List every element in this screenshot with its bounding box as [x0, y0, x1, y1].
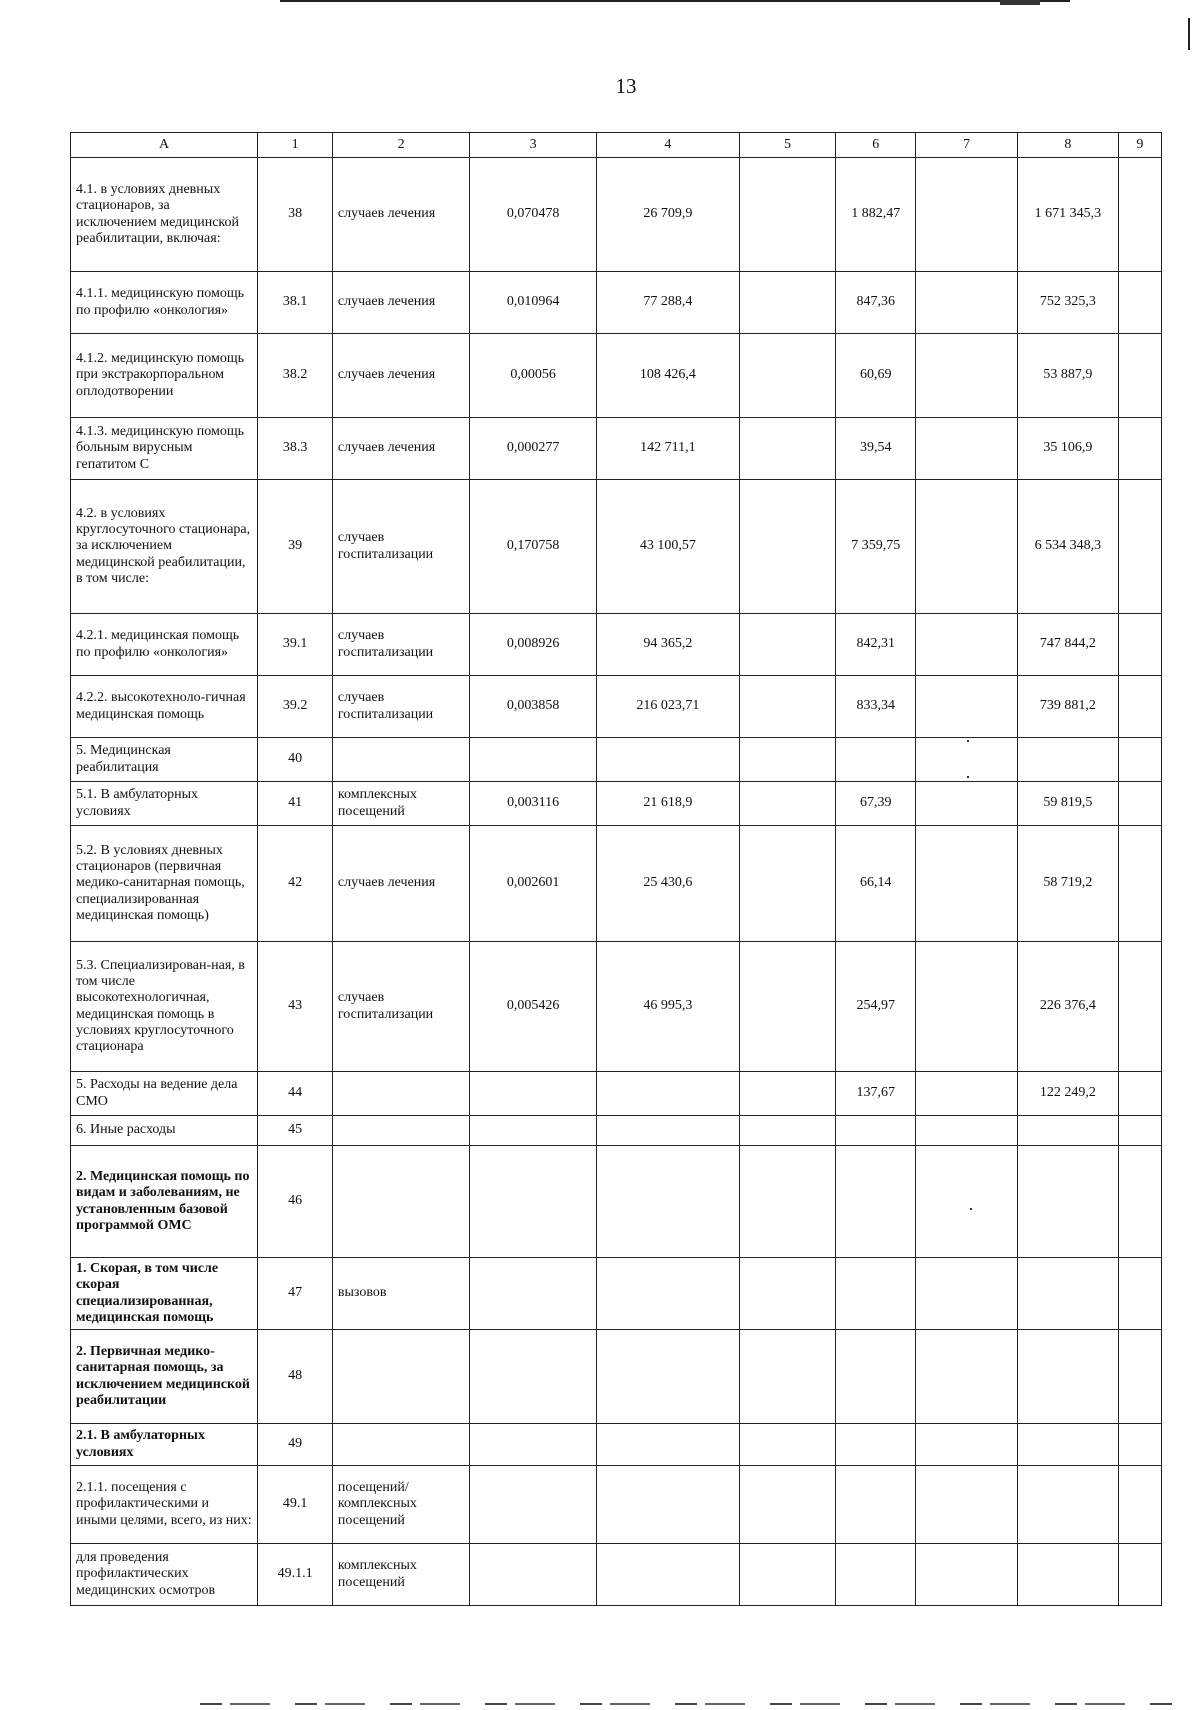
- col8-cell: [1017, 738, 1118, 782]
- col7-cell: [916, 1116, 1018, 1146]
- header-cell-6: 6: [836, 133, 916, 158]
- col7-cell: [916, 1424, 1018, 1466]
- col7-cell: [916, 272, 1018, 334]
- col4-cell: 108 426,4: [596, 334, 739, 418]
- col6-cell: 1 882,47: [836, 158, 916, 272]
- indicator-name-cell: 4.1. в условиях дневных стационаров, за исключением медицинской реабилитации, включая:: [71, 158, 258, 272]
- col4-cell: [596, 738, 739, 782]
- unit-cell: случаев госпитализации: [332, 614, 469, 676]
- col3-cell: 0,003116: [470, 782, 597, 826]
- row-code-cell: 38.3: [258, 418, 333, 480]
- col5-cell: [739, 738, 835, 782]
- row-code-cell: 45: [258, 1116, 333, 1146]
- table-row: [71, 614, 1162, 676]
- col3-cell: [470, 1258, 597, 1330]
- col4-cell: 43 100,57: [596, 480, 739, 614]
- row-code-cell: 49.1: [258, 1466, 333, 1544]
- row-code-cell: 42: [258, 826, 333, 942]
- table-row: [71, 418, 1162, 480]
- col6-cell: 137,67: [836, 1072, 916, 1116]
- scan-edge-top: [280, 0, 1070, 2]
- header-cell-7: 7: [916, 133, 1018, 158]
- row-code-cell: 38: [258, 158, 333, 272]
- col8-cell: 747 844,2: [1017, 614, 1118, 676]
- table-row: [71, 1544, 1162, 1606]
- col6-cell: [836, 1116, 916, 1146]
- header-cell-3: 3: [470, 133, 597, 158]
- col6-cell: [836, 738, 916, 782]
- col4-cell: 142 711,1: [596, 418, 739, 480]
- scan-speck: [970, 1208, 972, 1210]
- col9-cell: [1118, 1466, 1161, 1544]
- col5-cell: [739, 942, 835, 1072]
- col8-cell: 35 106,9: [1017, 418, 1118, 480]
- indicator-name-cell: 4.1.3. медицинскую помощь больным вирусным гепатитом С: [71, 418, 258, 480]
- col9-cell: [1118, 1330, 1161, 1424]
- row-code-cell: 41: [258, 782, 333, 826]
- table-row: [71, 1116, 1162, 1146]
- unit-cell: случаев лечения: [332, 418, 469, 480]
- col7-cell: [916, 676, 1018, 738]
- col4-cell: [596, 1544, 739, 1606]
- row-code-cell: 40: [258, 738, 333, 782]
- col5-cell: [739, 272, 835, 334]
- col5-cell: [739, 1258, 835, 1330]
- col9-cell: [1118, 480, 1161, 614]
- col4-cell: [596, 1116, 739, 1146]
- row-code-cell: 39.1: [258, 614, 333, 676]
- col6-cell: 60,69: [836, 334, 916, 418]
- col5-cell: [739, 158, 835, 272]
- col8-cell: 752 325,3: [1017, 272, 1118, 334]
- col3-cell: 0,002601: [470, 826, 597, 942]
- unit-cell: случаев госпитализации: [332, 676, 469, 738]
- col8-cell: 53 887,9: [1017, 334, 1118, 418]
- col3-cell: 0,008926: [470, 614, 597, 676]
- col7-cell: [916, 738, 1018, 782]
- table-row: [71, 1072, 1162, 1116]
- col8-cell: 58 719,2: [1017, 826, 1118, 942]
- indicator-name-cell: 5. Медицинская реабилитация: [71, 738, 258, 782]
- col6-cell: [836, 1544, 916, 1606]
- scan-edge-right: [1188, 18, 1190, 50]
- table-row: [71, 782, 1162, 826]
- col9-cell: [1118, 1424, 1161, 1466]
- col7-cell: [916, 614, 1018, 676]
- unit-cell: [332, 738, 469, 782]
- col6-cell: [836, 1258, 916, 1330]
- header-cell-9: 9: [1118, 133, 1161, 158]
- col5-cell: [739, 480, 835, 614]
- col9-cell: [1118, 418, 1161, 480]
- indicator-name-cell: 2. Первичная медико-санитарная помощь, за исключением медицинской реабилитации: [71, 1330, 258, 1424]
- col9-cell: [1118, 272, 1161, 334]
- col5-cell: [739, 418, 835, 480]
- col6-cell: [836, 1424, 916, 1466]
- col9-cell: [1118, 942, 1161, 1072]
- col8-cell: 122 249,2: [1017, 1072, 1118, 1116]
- col9-cell: [1118, 1116, 1161, 1146]
- col4-cell: 77 288,4: [596, 272, 739, 334]
- col6-cell: 67,39: [836, 782, 916, 826]
- header-row: [71, 133, 1162, 158]
- row-code-cell: 44: [258, 1072, 333, 1116]
- row-code-cell: 47: [258, 1258, 333, 1330]
- col9-cell: [1118, 1544, 1161, 1606]
- col3-cell: 0,170758: [470, 480, 597, 614]
- col7-cell: [916, 782, 1018, 826]
- col4-cell: [596, 1466, 739, 1544]
- row-code-cell: 38.2: [258, 334, 333, 418]
- scan-edge-bottom: [200, 1703, 1180, 1705]
- indicator-name-cell: 2.1.1. посещения с профилактическими и иными целями, всего, из них:: [71, 1466, 258, 1544]
- unit-cell: случаев госпитализации: [332, 480, 469, 614]
- col9-cell: [1118, 782, 1161, 826]
- col4-cell: 216 023,71: [596, 676, 739, 738]
- unit-cell: комплексных посещений: [332, 1544, 469, 1606]
- col5-cell: [739, 1330, 835, 1424]
- col8-cell: 1 671 345,3: [1017, 158, 1118, 272]
- unit-cell: случаев лечения: [332, 334, 469, 418]
- table-row: [71, 1146, 1162, 1258]
- col3-cell: [470, 1146, 597, 1258]
- unit-cell: случаев госпитализации: [332, 942, 469, 1072]
- indicator-name-cell: 1. Скорая, в том числе скорая специализированная, медицинская помощь: [71, 1258, 258, 1330]
- col7-cell: [916, 480, 1018, 614]
- unit-cell: [332, 1330, 469, 1424]
- col4-cell: [596, 1146, 739, 1258]
- indicator-name-cell: 5. Расходы на ведение дела СМО: [71, 1072, 258, 1116]
- row-code-cell: 39: [258, 480, 333, 614]
- header-cell-4: 4: [596, 133, 739, 158]
- col3-cell: [470, 1424, 597, 1466]
- indicator-name-cell: 4.2.2. высокотехноло-гичная медицинская помощь: [71, 676, 258, 738]
- col4-cell: [596, 1258, 739, 1330]
- col9-cell: [1118, 1146, 1161, 1258]
- table-row: [71, 1258, 1162, 1330]
- unit-cell: [332, 1424, 469, 1466]
- col5-cell: [739, 1424, 835, 1466]
- col9-cell: [1118, 158, 1161, 272]
- unit-cell: [332, 1146, 469, 1258]
- scan-speck: [967, 776, 969, 778]
- header-cell-1: 1: [258, 133, 333, 158]
- col4-cell: [596, 1072, 739, 1116]
- indicator-name-cell: 4.2.1. медицинская помощь по профилю «онкология»: [71, 614, 258, 676]
- col6-cell: 66,14: [836, 826, 916, 942]
- col6-cell: [836, 1146, 916, 1258]
- row-code-cell: 48: [258, 1330, 333, 1424]
- col7-cell: [916, 334, 1018, 418]
- col5-cell: [739, 1146, 835, 1258]
- unit-cell: вызовов: [332, 1258, 469, 1330]
- table-row: [71, 1424, 1162, 1466]
- col6-cell: 39,54: [836, 418, 916, 480]
- col6-cell: 833,34: [836, 676, 916, 738]
- indicator-name-cell: 5.1. В амбулаторных условиях: [71, 782, 258, 826]
- col5-cell: [739, 1116, 835, 1146]
- col9-cell: [1118, 1072, 1161, 1116]
- indicator-name-cell: 2. Медицинская помощь по видам и заболеваниям, не установленным базовой программой ОМС: [71, 1146, 258, 1258]
- col5-cell: [739, 1544, 835, 1606]
- col7-cell: [916, 1258, 1018, 1330]
- col3-cell: [470, 1466, 597, 1544]
- col7-cell: [916, 418, 1018, 480]
- header-cell-a: А: [71, 133, 258, 158]
- col6-cell: 254,97: [836, 942, 916, 1072]
- indicator-name-cell: 6. Иные расходы: [71, 1116, 258, 1146]
- scan-speck: [967, 740, 969, 742]
- unit-cell: [332, 1116, 469, 1146]
- col4-cell: 94 365,2: [596, 614, 739, 676]
- table-row: [71, 1330, 1162, 1424]
- unit-cell: случаев лечения: [332, 826, 469, 942]
- table-body: [71, 133, 1162, 1606]
- col8-cell: 6 534 348,3: [1017, 480, 1118, 614]
- unit-cell: посещений/ комплексных посещений: [332, 1466, 469, 1544]
- col9-cell: [1118, 1258, 1161, 1330]
- col6-cell: 847,36: [836, 272, 916, 334]
- col8-cell: 739 881,2: [1017, 676, 1118, 738]
- table-row: [71, 1466, 1162, 1544]
- col3-cell: [470, 1544, 597, 1606]
- col5-cell: [739, 1072, 835, 1116]
- col5-cell: [739, 676, 835, 738]
- indicator-name-cell: для проведения профилактических медицинских осмотров: [71, 1544, 258, 1606]
- table-row: [71, 942, 1162, 1072]
- col8-cell: [1017, 1424, 1118, 1466]
- table-row: [71, 480, 1162, 614]
- col9-cell: [1118, 676, 1161, 738]
- header-cell-5: 5: [739, 133, 835, 158]
- row-code-cell: 39.2: [258, 676, 333, 738]
- col8-cell: [1017, 1146, 1118, 1258]
- col7-cell: [916, 1330, 1018, 1424]
- col4-cell: 46 995,3: [596, 942, 739, 1072]
- row-code-cell: 46: [258, 1146, 333, 1258]
- col7-cell: [916, 1544, 1018, 1606]
- col8-cell: 59 819,5: [1017, 782, 1118, 826]
- col8-cell: [1017, 1330, 1118, 1424]
- table-row: [71, 826, 1162, 942]
- col9-cell: [1118, 614, 1161, 676]
- indicator-name-cell: 5.2. В условиях дневных стационаров (первичная медико-санитарная помощь, специализированная медицинская помощь): [71, 826, 258, 942]
- indicator-name-cell: 4.1.1. медицинскую помощь по профилю «онкология»: [71, 272, 258, 334]
- col4-cell: 25 430,6: [596, 826, 739, 942]
- financing-table: [70, 132, 1162, 1606]
- col9-cell: [1118, 826, 1161, 942]
- col7-cell: [916, 1466, 1018, 1544]
- col6-cell: 7 359,75: [836, 480, 916, 614]
- col4-cell: 26 709,9: [596, 158, 739, 272]
- col6-cell: [836, 1330, 916, 1424]
- table-row: [71, 334, 1162, 418]
- table-row: [71, 158, 1162, 272]
- col7-cell: [916, 942, 1018, 1072]
- col3-cell: 0,010964: [470, 272, 597, 334]
- col9-cell: [1118, 334, 1161, 418]
- table-row: [71, 676, 1162, 738]
- unit-cell: [332, 1072, 469, 1116]
- col8-cell: [1017, 1116, 1118, 1146]
- col3-cell: [470, 1116, 597, 1146]
- col8-cell: [1017, 1258, 1118, 1330]
- indicator-name-cell: 4.2. в условиях круглосуточного стационара, за исключением медицинской реабилитации, в том числе:: [71, 480, 258, 614]
- header-cell-8: 8: [1017, 133, 1118, 158]
- col3-cell: [470, 1072, 597, 1116]
- header-cell-2: 2: [332, 133, 469, 158]
- col7-cell: [916, 1146, 1018, 1258]
- col4-cell: [596, 1330, 739, 1424]
- scan-edge-top-mark: [1000, 0, 1040, 5]
- col6-cell: [836, 1466, 916, 1544]
- col8-cell: 226 376,4: [1017, 942, 1118, 1072]
- col3-cell: 0,070478: [470, 158, 597, 272]
- col8-cell: [1017, 1544, 1118, 1606]
- col7-cell: [916, 1072, 1018, 1116]
- col7-cell: [916, 158, 1018, 272]
- col5-cell: [739, 826, 835, 942]
- col3-cell: 0,003858: [470, 676, 597, 738]
- col9-cell: [1118, 738, 1161, 782]
- col3-cell: [470, 738, 597, 782]
- row-code-cell: 49.1.1: [258, 1544, 333, 1606]
- unit-cell: случаев лечения: [332, 158, 469, 272]
- col4-cell: [596, 1424, 739, 1466]
- table-row: [71, 272, 1162, 334]
- col7-cell: [916, 826, 1018, 942]
- row-code-cell: 49: [258, 1424, 333, 1466]
- table-row: [71, 738, 1162, 782]
- row-code-cell: 43: [258, 942, 333, 1072]
- col3-cell: 0,005426: [470, 942, 597, 1072]
- indicator-name-cell: 2.1. В амбулаторных условиях: [71, 1424, 258, 1466]
- col6-cell: 842,31: [836, 614, 916, 676]
- col8-cell: [1017, 1466, 1118, 1544]
- col5-cell: [739, 782, 835, 826]
- col5-cell: [739, 334, 835, 418]
- col4-cell: 21 618,9: [596, 782, 739, 826]
- col3-cell: 0,000277: [470, 418, 597, 480]
- unit-cell: комплексных посещений: [332, 782, 469, 826]
- col5-cell: [739, 614, 835, 676]
- indicator-name-cell: 4.1.2. медицинскую помощь при экстракорпоральном оплодотворении: [71, 334, 258, 418]
- row-code-cell: 38.1: [258, 272, 333, 334]
- indicator-name-cell: 5.3. Специализирован-ная, в том числе высокотехнологичная, медицинская помощь в условиях круглосуточного стационара: [71, 942, 258, 1072]
- col5-cell: [739, 1466, 835, 1544]
- col3-cell: [470, 1330, 597, 1424]
- page-number: 13: [615, 74, 637, 98]
- unit-cell: случаев лечения: [332, 272, 469, 334]
- col3-cell: 0,00056: [470, 334, 597, 418]
